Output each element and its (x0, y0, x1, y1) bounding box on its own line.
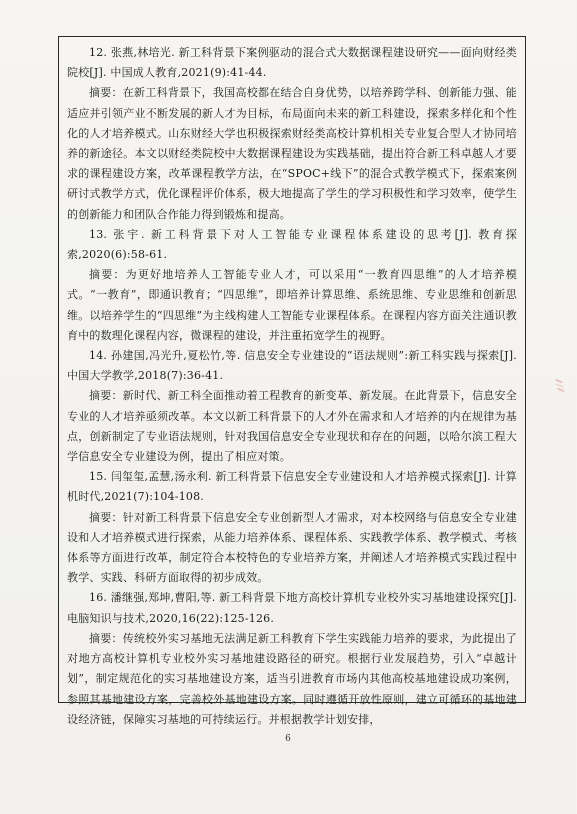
reference-entry-15 (67, 467, 517, 588)
citation: 12. 张燕,林培光. 新工科背景下案例驱动的混合式大数据课程建设研究——面向财经类院校[J]. 中国成人教育,2021(9):41-44. (67, 46, 517, 80)
reference-entry-12 (67, 43, 517, 225)
citation: 13. 张宇. 新工科背景下对人工智能专业课程体系建设的思考[J]. 教育探索,2020(6):58-61. (67, 227, 517, 262)
abstract: 摘要：针对新工科背景下信息安全专业创新型人才需求，对本校网络与信息安全专业建设和人才培养模式进行探索，从能力培养体系、课程体系、实践教学体系、教学模式、考核体系等方面进行改革，制定符合本校特色的专业培养方案，并阐述人才培养模式实践过程中教学、实践、科研方面取得的初步成效。 (67, 510, 517, 585)
abstract: 摘要：在新工科背景下，我国高校都在结合自身优势，以培养跨学科、创新能力强、能适应并引领产业不断发展的新人才为目标，布局面向未来的新工科建设，探索多样化和个性化的人才培养模式。山东财经大学也积极探索财经类高校计算机相关专业复合型人才协同培养的新途径。本文以财经类院校中大数据课程建设为实践基础，提出符合新工科卓越人才要求的课程建设方案，改革课程教学方法，在“SPOC+线下”的混合式教学模式下，探索案例研讨式教学方式，优化课程评价体系，极大地提高了学生的学习积极性和学习效率，使学生的创新能力和团队合作能力得到锻炼和提高。 (67, 86, 517, 221)
reference-entry-16 (67, 588, 517, 729)
content-frame (58, 36, 526, 726)
reference-entry-13 (67, 225, 517, 346)
page-number: 6 (285, 734, 291, 744)
red-stamp-mark: ⁄⁄ ⁄ ⁄⁄ (553, 378, 565, 393)
citation: 15. 闫玺玺,孟慧,汤永利. 新工科背景下信息安全专业建设和人才培养模式探索[J]. 计算机时代,2021(7):104-108. (67, 470, 517, 504)
abstract: 摘要：新时代、新工科全面推动着工程教育的新变革、新发展。在此背景下，信息安全专业的人才培养亟须改革。本文以新工科背景下的人才外在需求和人才培养的内在规律为基点，创新制定了专业语法规则，针对我国信息安全专业现状和存在的问题，以哈尔滨工程大学信息安全专业建设为例，提出了相应对策。 (67, 389, 517, 464)
reference-entry-14 (67, 346, 517, 467)
citation: 16. 潘继强,郑坤,曹阳,等. 新工科背景下地方高校计算机专业校外实习基地建设探究[J]. 电脑知识与技术,2020,16(22):125-126. (67, 591, 517, 625)
abstract: 摘要：为更好地培养人工智能专业人才，可以采用“一教育四思维”的人才培养模式。“一教育”，即通识教育；“四思维”，即培养计算思维、系统思维、专业思维和创新思维。以培养学生的“四思维”为主线构建人工智能专业课程体系。在课程内容方面关注通识教育中的数理化课程内容，微课程的建设，并注重拓宽学生的视野。 (67, 268, 517, 342)
abstract: 摘要：传统校外实习基地无法满足新工科教育下学生实践能力培养的要求，为此提出了对地方高校计算机专业校外实习基地建设路径的研究。根据行业发展趋势，引入“卓越计划”，制定规范化的实习基地建设方案，适当引进教育市场内其他高校基地建设成功案例，参照其基地建设方案，完善校外基地建设方案。同时遵循开放性原则，建立可循环的基地建设经济链，保障实习基地的可持续运行。并根据教学计划安排， (67, 631, 517, 726)
citation: 14. 孙建国,冯光升,夏松竹,等. 信息安全专业建设的“语法规则”:新工科实践与探索[J]. 中国大学教学,2018(7):36-41. (67, 349, 517, 383)
